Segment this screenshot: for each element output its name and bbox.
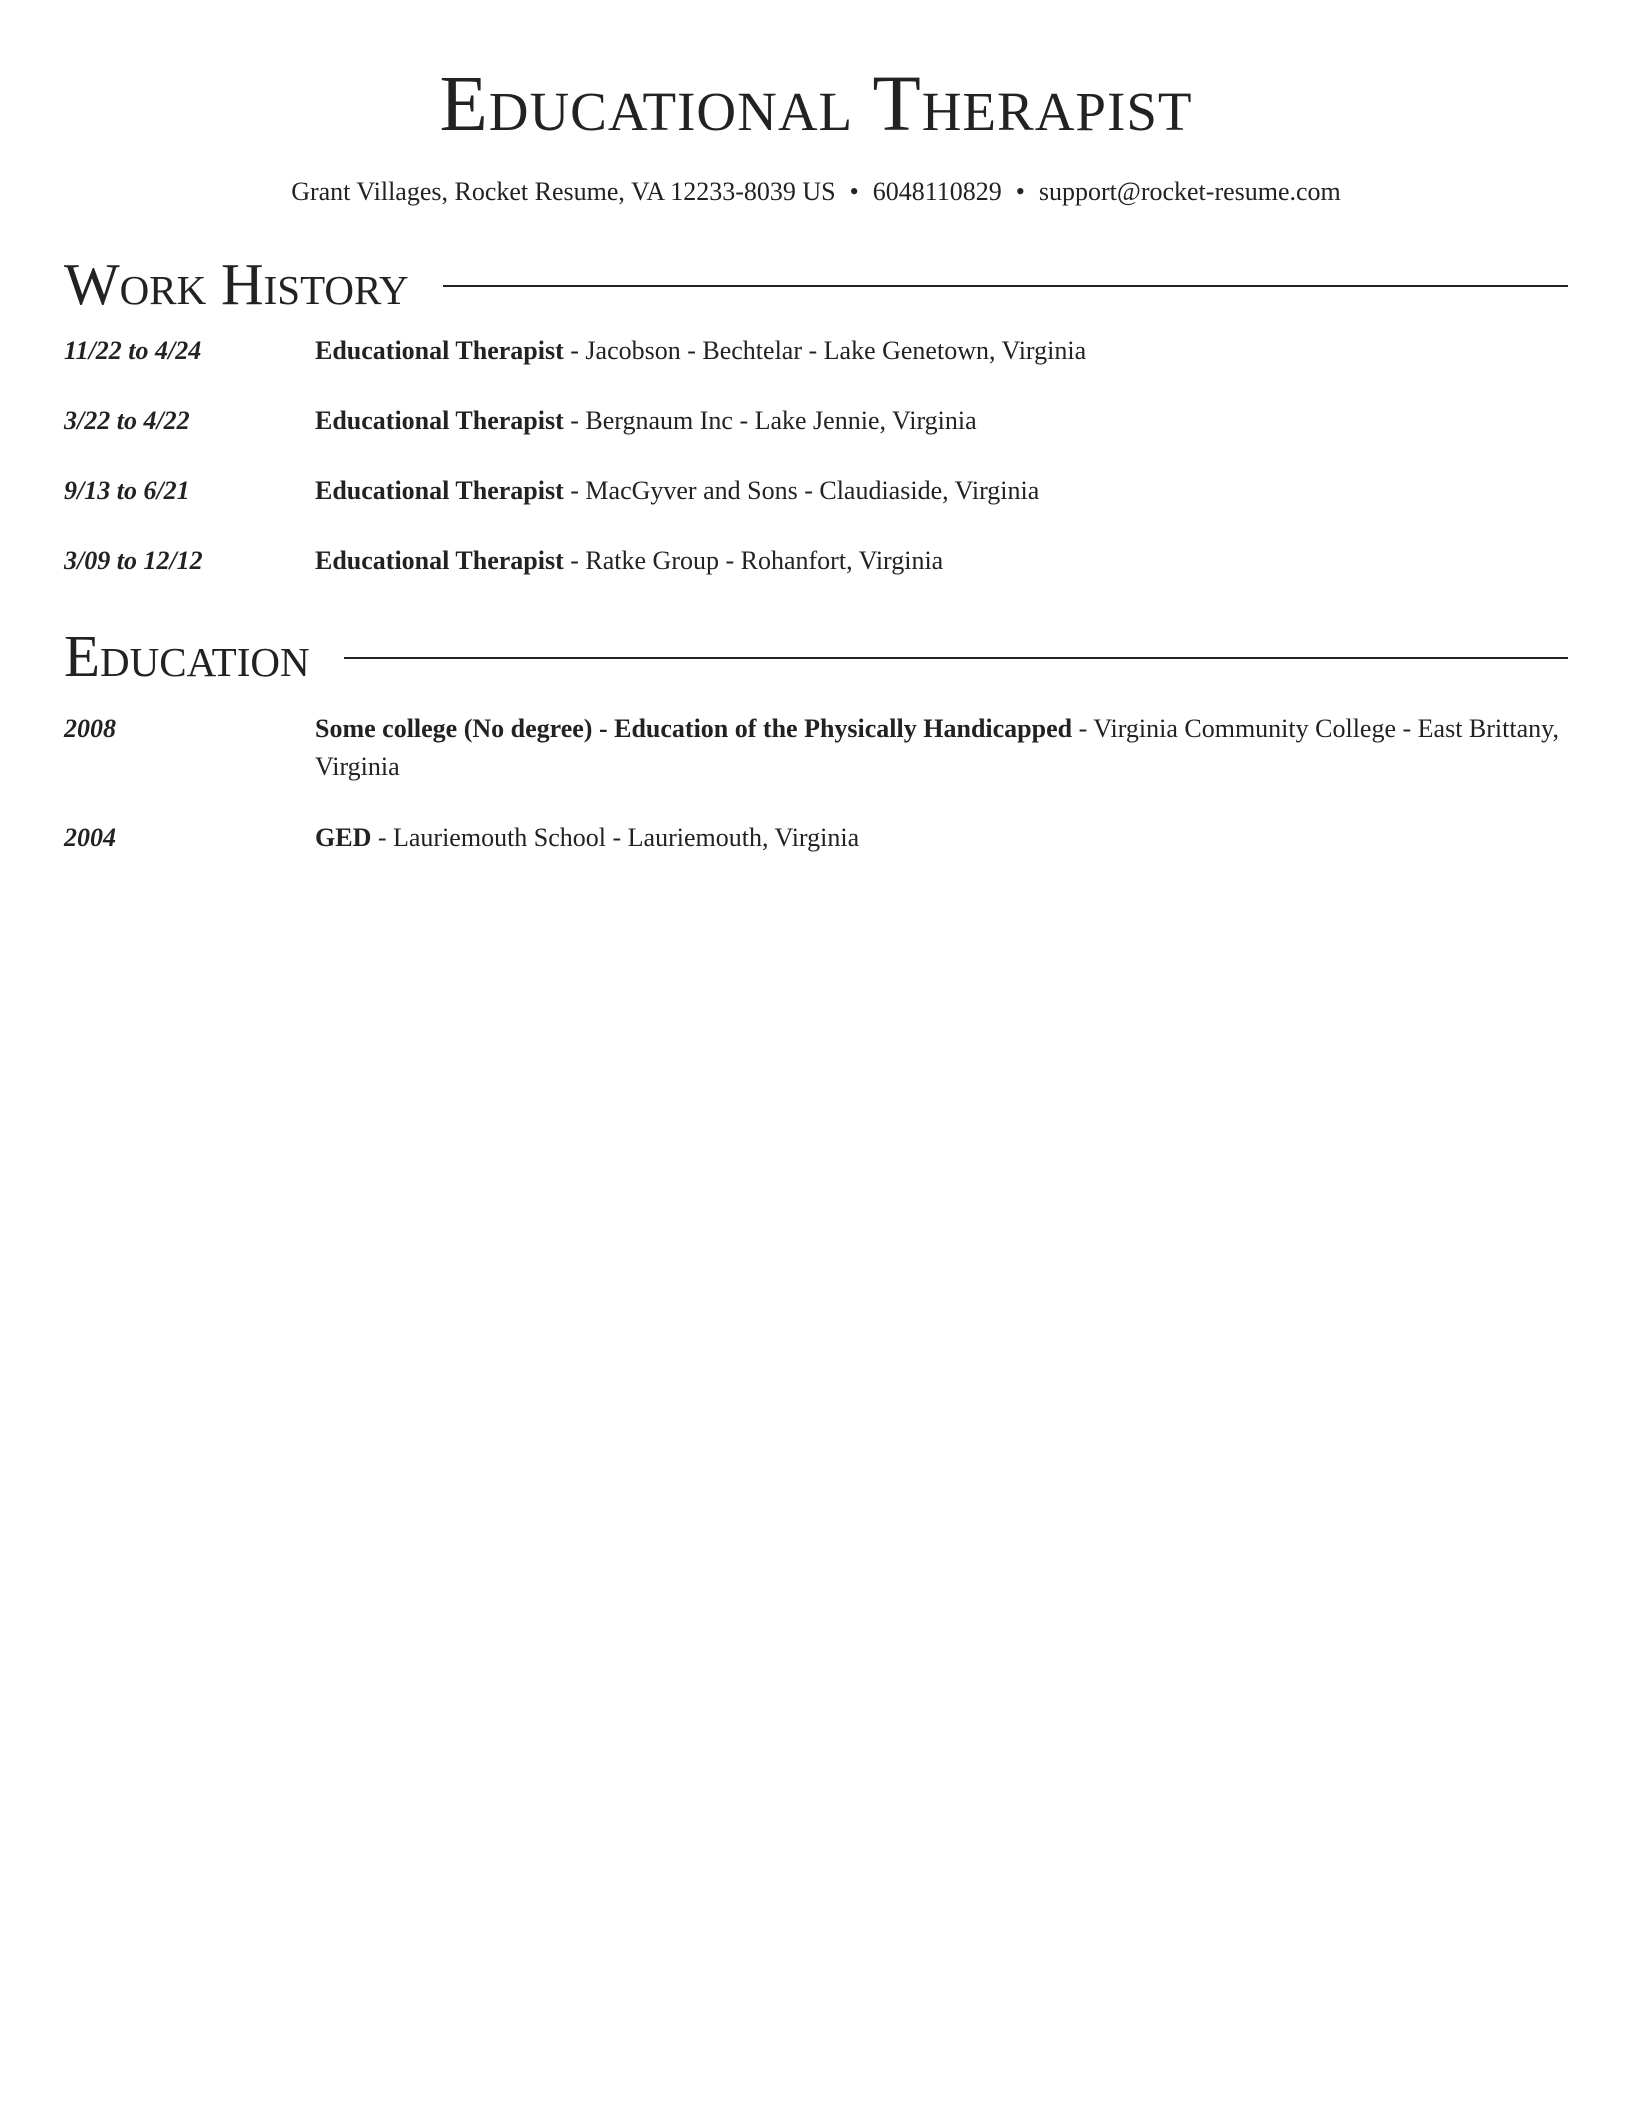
work-entry-date: 11/22 to 4/24 xyxy=(64,335,202,365)
work-entry-description xyxy=(315,332,1568,370)
education-entry-degree: Some college (No degree) - Education of the Physically Handicapped xyxy=(315,713,1073,743)
work-entry xyxy=(64,402,1568,440)
work-entry-description xyxy=(315,542,1568,580)
education-list xyxy=(64,710,1568,857)
bullet-separator: • xyxy=(849,176,859,206)
work-entry-details: - Bergnaum Inc - Lake Jennie, Virginia xyxy=(563,405,977,435)
contact-address: Grant Villages, Rocket Resume, VA 12233-8039 US xyxy=(291,176,836,206)
work-entry-details: - MacGyver and Sons - Claudiaside, Virginia xyxy=(563,475,1040,505)
work-entry-role: Educational Therapist xyxy=(315,545,564,575)
education-entry-details: - Lauriemouth School - Lauriemouth, Virginia xyxy=(371,822,860,852)
work-history-list xyxy=(64,332,1568,580)
education-heading xyxy=(64,624,1568,688)
education-entry-date: 2004 xyxy=(64,822,116,852)
work-entry-details: - Ratke Group - Rohanfort, Virginia xyxy=(563,545,944,575)
work-entry-details: - Jacobson - Bechtelar - Lake Genetown, Virginia xyxy=(563,335,1087,365)
work-entry-date: 3/09 to 12/12 xyxy=(64,545,203,575)
education-entry-details: - Virginia Community College - East Brittany, Virginia xyxy=(315,713,1559,781)
work-entry-description xyxy=(315,472,1568,510)
contact-email: support@rocket-resume.com xyxy=(1038,176,1341,206)
work-entry xyxy=(64,542,1568,580)
bullet-separator: • xyxy=(1015,176,1025,206)
education-entry-degree: GED xyxy=(315,822,372,852)
work-entry-description xyxy=(315,402,1568,440)
work-entry xyxy=(64,332,1568,370)
contact-phone: 6048110829 xyxy=(872,176,1002,206)
education-entry-description xyxy=(315,710,1568,786)
resume-name: Educational Therapist xyxy=(439,61,1193,148)
work-entry-role: Educational Therapist xyxy=(315,405,564,435)
work-entry xyxy=(64,472,1568,510)
education-entry-description xyxy=(315,819,1568,857)
work-entry-date: 9/13 to 6/21 xyxy=(64,475,190,505)
contact-line xyxy=(64,176,1568,208)
education-entry xyxy=(64,710,1568,786)
section-title-work-history: Work History xyxy=(64,250,409,317)
section-divider xyxy=(344,657,1568,659)
section-title-education: Education xyxy=(64,622,310,689)
section-divider xyxy=(443,285,1568,287)
education-entry-date: 2008 xyxy=(64,713,116,743)
work-entry-date: 3/22 to 4/22 xyxy=(64,405,190,435)
work-history-heading xyxy=(64,252,1568,316)
resume-page xyxy=(64,0,1568,857)
education-entry xyxy=(64,819,1568,857)
work-entry-role: Educational Therapist xyxy=(315,335,564,365)
work-entry-role: Educational Therapist xyxy=(315,475,564,505)
